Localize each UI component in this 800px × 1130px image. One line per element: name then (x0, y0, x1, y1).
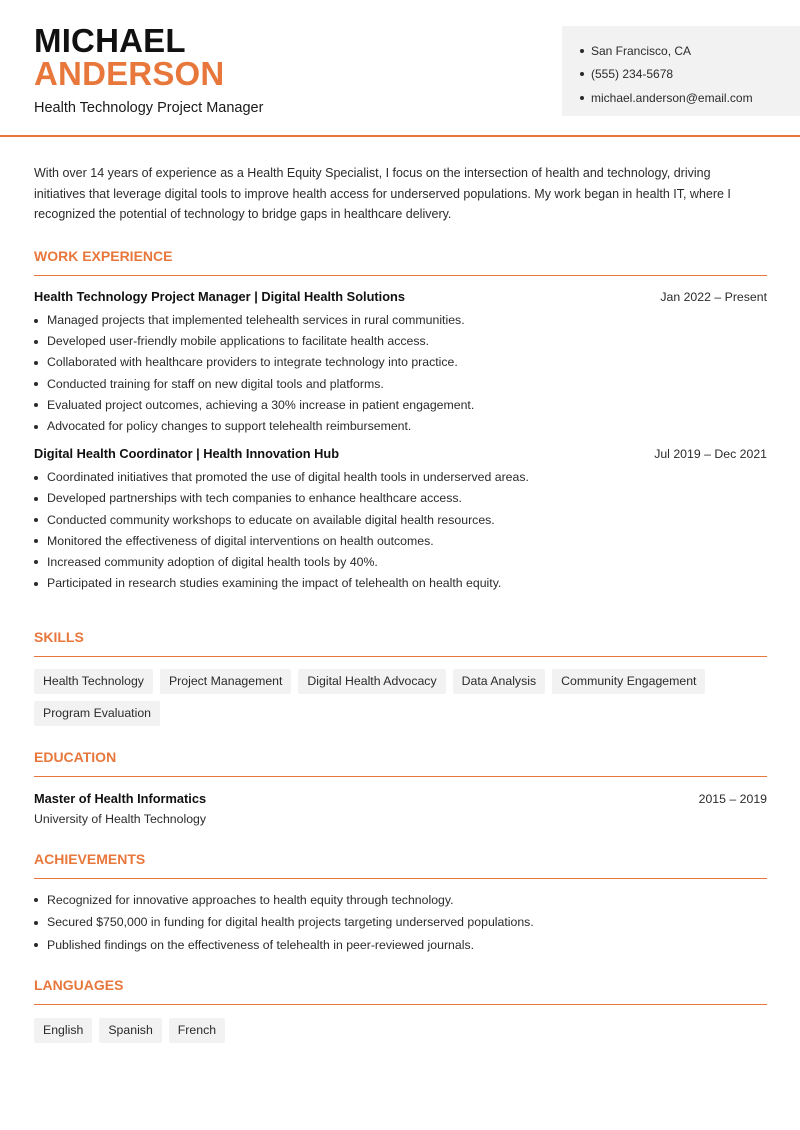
section-divider (34, 656, 767, 657)
achievements-section (34, 849, 767, 957)
list-item (34, 488, 767, 509)
location-text: San Francisco, CA (591, 43, 692, 58)
bullet-icon (580, 49, 584, 53)
education-section (34, 747, 767, 826)
skill-tag: Health Technology (34, 669, 153, 694)
bullet-text: Collaborated with healthcare providers to integrate technology into practice. (47, 355, 458, 370)
language-tag: Spanish (99, 1018, 161, 1043)
email-text: michael.anderson@email.com (591, 90, 753, 105)
contact-phone (580, 63, 800, 87)
list-item (34, 573, 767, 594)
job-header (34, 446, 767, 461)
bullet-icon (34, 518, 38, 522)
list-item (34, 395, 767, 416)
skills-section (34, 627, 767, 726)
bullet-icon (34, 539, 38, 543)
bullet-icon (34, 340, 38, 344)
phone-text: (555) 234-5678 (591, 67, 674, 82)
bullet-text: Coordinated initiatives that promoted the use of digital health tools in underserved areas. (47, 470, 529, 485)
bullet-text: Monitored the effectiveness of digital interventions on health outcomes. (47, 533, 434, 548)
bullet-text: Developed partnerships with tech companies to enhance healthcare access. (47, 491, 462, 506)
bullet-icon (34, 943, 38, 947)
achievements-list (34, 889, 767, 957)
list-item (34, 467, 767, 488)
bullet-text: Conducted community workshops to educate on available digital health resources. (47, 512, 495, 527)
list-item (34, 352, 767, 373)
section-title: LANGUAGES (34, 977, 124, 993)
job-heading: Digital Health Coordinator | Health Innovation Hub (34, 446, 340, 462)
language-tags (34, 1018, 767, 1043)
job-bullets (34, 310, 767, 437)
education-date: 2015 – 2019 (698, 791, 767, 806)
section-divider (34, 1004, 767, 1005)
bullet-icon (34, 425, 38, 429)
bullet-text: Recognized for innovative approaches to health equity through technology. (47, 892, 454, 907)
bullet-icon (34, 560, 38, 564)
summary-paragraph: With over 14 years of experience as a Health Equity Specialist, I focus on the intersection of health and technology, driving initiatives that leverage digital tools to improve health access for underserved populations. My work began in health IT, where I recognized the potential of technology to bridge gaps in healthcare delivery. (34, 166, 731, 222)
bullet-text: Published findings on the effectiveness of telehealth in peer-reviewed journals. (47, 937, 475, 952)
skill-tag: Project Management (160, 669, 291, 694)
list-item (34, 374, 767, 395)
list-item (34, 331, 767, 352)
skill-tag: Digital Health Advocacy (298, 669, 445, 694)
language-tag: English (34, 1018, 92, 1043)
bullet-icon (34, 319, 38, 323)
bullet-icon (34, 361, 38, 365)
first-name: MICHAEL (34, 22, 186, 59)
contact-box (562, 26, 800, 116)
list-item (34, 912, 767, 935)
school: University of Health Technology (34, 812, 207, 826)
list-item (34, 889, 767, 912)
bullet-icon (580, 72, 584, 76)
bullet-icon (34, 382, 38, 386)
bullet-icon (34, 497, 38, 501)
bullet-text: Secured $750,000 in funding for digital health projects targeting underserved populations. (47, 915, 534, 930)
bullet-text: Advocated for policy changes to support telehealth reimbursement. (47, 418, 412, 433)
degree: Master of Health Informatics (34, 791, 207, 806)
list-item (34, 934, 767, 957)
bullet-icon (580, 96, 584, 100)
contact-email (580, 86, 800, 110)
section-title: EDUCATION (34, 749, 117, 765)
job-bullets (34, 467, 767, 594)
language-tag: French (169, 1018, 225, 1043)
list-item (34, 416, 767, 437)
bullet-text: Evaluated project outcomes, achieving a 30% increase in patient engagement. (47, 397, 475, 412)
bullet-text: Conducted training for staff on new digital tools and platforms. (47, 376, 384, 391)
job-date: Jul 2019 – Dec 2021 (654, 446, 767, 461)
bullet-icon (34, 921, 38, 925)
job-title: Health Technology Project Manager (34, 100, 264, 116)
education-entry (34, 791, 767, 826)
section-title: ACHIEVEMENTS (34, 851, 146, 867)
section-title: SKILLS (34, 629, 84, 645)
bullet-text: Increased community adoption of digital health tools by 40%. (47, 554, 378, 569)
section-divider (34, 776, 767, 777)
list-item (34, 310, 767, 331)
list-item (34, 510, 767, 531)
skills-tags (34, 669, 767, 726)
bullet-text: Developed user-friendly mobile applications to facilitate health access. (47, 334, 430, 349)
contact-location (580, 39, 800, 63)
bullet-icon (34, 476, 38, 480)
work-experience-section (34, 246, 767, 594)
section-divider (34, 878, 767, 879)
bullet-text: Managed projects that implemented telehealth services in rural communities. (47, 313, 465, 327)
bullet-text: Participated in research studies examining the impact of telehealth on health equity. (47, 576, 502, 591)
job-entry (34, 446, 767, 594)
section-divider (34, 275, 767, 276)
section-title: WORK EXPERIENCE (34, 248, 173, 264)
bullet-icon (34, 898, 38, 902)
resume-header (0, 0, 800, 137)
education-header (34, 791, 767, 806)
bullet-icon (34, 582, 38, 586)
job-heading: Health Technology Project Manager | Digital Health Solutions (34, 289, 405, 304)
languages-section (34, 975, 767, 1043)
last-name: ANDERSON (34, 55, 225, 92)
job-header (34, 289, 767, 304)
list-item (34, 552, 767, 573)
job-entry (34, 289, 767, 437)
list-item (34, 531, 767, 552)
skill-tag: Program Evaluation (34, 701, 160, 726)
skill-tag: Community Engagement (552, 669, 705, 694)
job-date: Jan 2022 – Present (660, 289, 767, 304)
skill-tag: Data Analysis (453, 669, 546, 694)
bullet-icon (34, 403, 38, 407)
